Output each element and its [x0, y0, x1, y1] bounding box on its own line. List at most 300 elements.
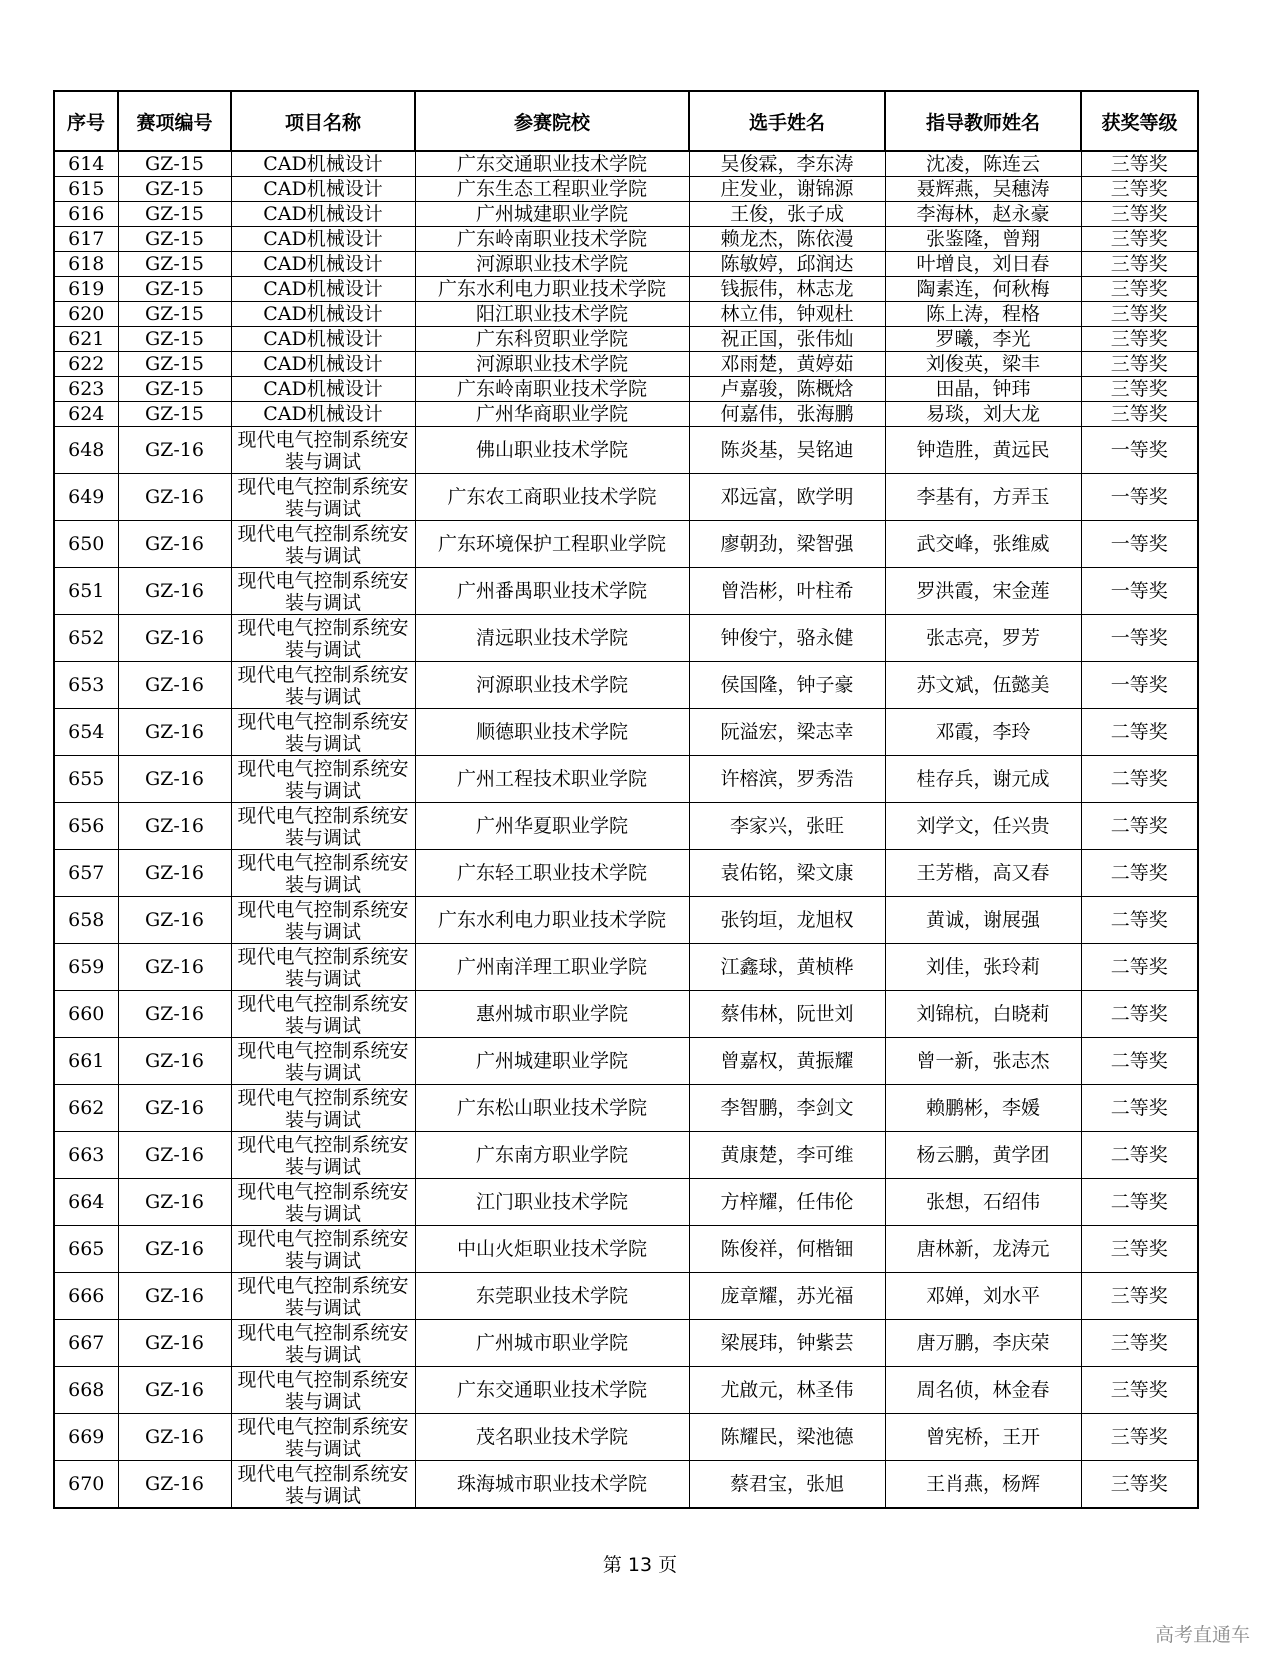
project-name-text: CAD机械设计 — [263, 403, 383, 425]
cell-award: 一等奖 — [1081, 521, 1198, 568]
cell-event-code: GZ-16 — [118, 850, 231, 897]
cell-seq: 665 — [54, 1226, 118, 1273]
project-name-text: 现代电气控制系统安装与调试 — [237, 992, 409, 1037]
table-row — [54, 202, 1198, 227]
cell-event-code: GZ-15 — [118, 227, 231, 252]
project-name-text: 现代电气控制系统安装与调试 — [237, 1227, 409, 1272]
cell-school: 广东水利电力职业技术学院 — [415, 277, 689, 302]
cell-award: 二等奖 — [1081, 1132, 1198, 1179]
cell-school: 茂名职业技术学院 — [415, 1414, 689, 1461]
cell-contestants: 蔡伟林，阮世刘 — [689, 991, 885, 1038]
cell-award: 一等奖 — [1081, 615, 1198, 662]
cell-project-name — [231, 756, 415, 803]
table-row — [54, 1085, 1198, 1132]
project-name-text: CAD机械设计 — [263, 278, 383, 300]
cell-seq: 616 — [54, 202, 118, 227]
cell-seq: 619 — [54, 277, 118, 302]
cell-project-name — [231, 944, 415, 991]
table-row — [54, 1320, 1198, 1367]
table-row — [54, 1367, 1198, 1414]
cell-school: 广州城建职业学院 — [415, 1038, 689, 1085]
cell-instructors: 唐万鹏，李庆荣 — [885, 1320, 1081, 1367]
cell-award: 三等奖 — [1081, 1273, 1198, 1320]
cell-contestants: 曾嘉权，黄振耀 — [689, 1038, 885, 1085]
cell-seq: 659 — [54, 944, 118, 991]
project-name-text: CAD机械设计 — [263, 253, 383, 275]
cell-contestants: 阮溢宏，梁志幸 — [689, 709, 885, 756]
cell-school: 江门职业技术学院 — [415, 1179, 689, 1226]
cell-school: 广州华商职业学院 — [415, 402, 689, 427]
project-name-text: 现代电气控制系统安装与调试 — [237, 945, 409, 990]
cell-instructors: 邓霞，李玲 — [885, 709, 1081, 756]
cell-contestants: 张钧垣，龙旭权 — [689, 897, 885, 944]
cell-school: 顺德职业技术学院 — [415, 709, 689, 756]
cell-award: 三等奖 — [1081, 1414, 1198, 1461]
cell-school: 广东水利电力职业技术学院 — [415, 897, 689, 944]
cell-contestants: 王俊，张子成 — [689, 202, 885, 227]
cell-project-name — [231, 1367, 415, 1414]
cell-contestants: 黄康楚，李可维 — [689, 1132, 885, 1179]
project-name-text: 现代电气控制系统安装与调试 — [237, 1039, 409, 1084]
cell-seq: 617 — [54, 227, 118, 252]
cell-seq: 650 — [54, 521, 118, 568]
project-name-text: 现代电气控制系统安装与调试 — [237, 475, 409, 520]
cell-project-name — [231, 662, 415, 709]
cell-contestants: 袁佑铭，梁文康 — [689, 850, 885, 897]
cell-school: 河源职业技术学院 — [415, 352, 689, 377]
table-row — [54, 1414, 1198, 1461]
cell-seq: 656 — [54, 803, 118, 850]
cell-event-code: GZ-15 — [118, 151, 231, 177]
cell-award: 二等奖 — [1081, 1085, 1198, 1132]
project-name-text: 现代电气控制系统安装与调试 — [237, 569, 409, 614]
cell-instructors: 周名侦，林金春 — [885, 1367, 1081, 1414]
cell-school: 广州华夏职业学院 — [415, 803, 689, 850]
cell-project-name — [231, 615, 415, 662]
cell-project-name — [231, 427, 415, 474]
cell-award: 三等奖 — [1081, 1226, 1198, 1273]
cell-contestants: 陈耀民，梁池德 — [689, 1414, 885, 1461]
cell-project-name — [231, 991, 415, 1038]
header-seq: 序号 — [54, 91, 118, 151]
cell-instructors: 杨云鹏，黄学团 — [885, 1132, 1081, 1179]
table-row — [54, 302, 1198, 327]
cell-event-code: GZ-15 — [118, 352, 231, 377]
cell-award: 三等奖 — [1081, 277, 1198, 302]
cell-event-code: GZ-16 — [118, 1273, 231, 1320]
cell-instructors: 刘俊英，梁丰 — [885, 352, 1081, 377]
cell-contestants: 吴俊霖，李东涛 — [689, 151, 885, 177]
cell-contestants: 陈俊祥，何楷钿 — [689, 1226, 885, 1273]
cell-school: 阳江职业技术学院 — [415, 302, 689, 327]
cell-event-code: GZ-16 — [118, 803, 231, 850]
cell-school: 广东松山职业技术学院 — [415, 1085, 689, 1132]
cell-seq: 669 — [54, 1414, 118, 1461]
project-name-text: 现代电气控制系统安装与调试 — [237, 1462, 409, 1507]
header-school: 参赛院校 — [415, 91, 689, 151]
cell-seq: 623 — [54, 377, 118, 402]
cell-school: 广州工程技术职业学院 — [415, 756, 689, 803]
project-name-text: CAD机械设计 — [263, 353, 383, 375]
cell-award: 三等奖 — [1081, 202, 1198, 227]
cell-school: 中山火炬职业技术学院 — [415, 1226, 689, 1273]
cell-award: 二等奖 — [1081, 850, 1198, 897]
cell-award: 一等奖 — [1081, 568, 1198, 615]
cell-school: 广州城建职业学院 — [415, 202, 689, 227]
cell-instructors: 王肖燕，杨辉 — [885, 1461, 1081, 1509]
cell-project-name — [231, 474, 415, 521]
project-name-text: 现代电气控制系统安装与调试 — [237, 1274, 409, 1319]
cell-award: 三等奖 — [1081, 1367, 1198, 1414]
cell-project-name — [231, 1132, 415, 1179]
cell-project-name — [231, 803, 415, 850]
header-award: 获奖等级 — [1081, 91, 1198, 151]
project-name-text: 现代电气控制系统安装与调试 — [237, 1415, 409, 1460]
cell-contestants: 许榕滨，罗秀浩 — [689, 756, 885, 803]
project-name-text: 现代电气控制系统安装与调试 — [237, 898, 409, 943]
cell-project-name — [231, 1226, 415, 1273]
cell-school: 广州南洋理工职业学院 — [415, 944, 689, 991]
cell-award: 二等奖 — [1081, 897, 1198, 944]
cell-event-code: GZ-15 — [118, 377, 231, 402]
cell-project-name — [231, 1085, 415, 1132]
table-row — [54, 897, 1198, 944]
project-name-text: 现代电气控制系统安装与调试 — [237, 616, 409, 661]
header-instructors: 指导教师姓名 — [885, 91, 1081, 151]
project-name-text: 现代电气控制系统安装与调试 — [237, 1368, 409, 1413]
cell-instructors: 聂辉燕，吴穗涛 — [885, 177, 1081, 202]
cell-seq: 668 — [54, 1367, 118, 1414]
cell-contestants: 庄发业，谢锦源 — [689, 177, 885, 202]
cell-instructors: 陈上涛，程格 — [885, 302, 1081, 327]
cell-school: 广东南方职业学院 — [415, 1132, 689, 1179]
cell-award: 三等奖 — [1081, 1320, 1198, 1367]
cell-project-name — [231, 252, 415, 277]
cell-event-code: GZ-16 — [118, 427, 231, 474]
cell-seq: 620 — [54, 302, 118, 327]
table-row — [54, 662, 1198, 709]
cell-event-code: GZ-16 — [118, 1132, 231, 1179]
table-row — [54, 402, 1198, 427]
cell-project-name — [231, 1179, 415, 1226]
project-name-text: 现代电气控制系统安装与调试 — [237, 851, 409, 896]
cell-event-code: GZ-15 — [118, 402, 231, 427]
cell-contestants: 邓雨楚，黄婷茹 — [689, 352, 885, 377]
cell-instructors: 唐林新，龙涛元 — [885, 1226, 1081, 1273]
cell-seq: 624 — [54, 402, 118, 427]
table-row — [54, 521, 1198, 568]
cell-school: 东莞职业技术学院 — [415, 1273, 689, 1320]
project-name-text: CAD机械设计 — [263, 303, 383, 325]
table-header-row — [54, 91, 1198, 151]
cell-instructors: 李基有，方弄玉 — [885, 474, 1081, 521]
cell-award: 三等奖 — [1081, 327, 1198, 352]
cell-school: 广州番禺职业技术学院 — [415, 568, 689, 615]
header-project-name: 项目名称 — [231, 91, 415, 151]
cell-seq: 651 — [54, 568, 118, 615]
cell-project-name — [231, 402, 415, 427]
cell-contestants: 陈敏婷，邱润达 — [689, 252, 885, 277]
cell-event-code: GZ-16 — [118, 756, 231, 803]
table-row — [54, 850, 1198, 897]
cell-event-code: GZ-16 — [118, 474, 231, 521]
project-name-text: 现代电气控制系统安装与调试 — [237, 710, 409, 755]
table-row — [54, 568, 1198, 615]
cell-award: 二等奖 — [1081, 1179, 1198, 1226]
table-row — [54, 1132, 1198, 1179]
cell-instructors: 李海林，赵永豪 — [885, 202, 1081, 227]
cell-event-code: GZ-16 — [118, 568, 231, 615]
cell-seq: 670 — [54, 1461, 118, 1509]
cell-instructors: 曾一新，张志杰 — [885, 1038, 1081, 1085]
table-row — [54, 327, 1198, 352]
project-name-text: CAD机械设计 — [263, 153, 383, 175]
table-row — [54, 1273, 1198, 1320]
cell-seq: 653 — [54, 662, 118, 709]
cell-contestants: 钟俊宁，骆永健 — [689, 615, 885, 662]
table-body — [54, 151, 1198, 1508]
cell-project-name — [231, 1461, 415, 1509]
project-name-text: 现代电气控制系统安装与调试 — [237, 1321, 409, 1366]
cell-contestants: 何嘉伟，张海鹏 — [689, 402, 885, 427]
table-row — [54, 991, 1198, 1038]
cell-school: 清远职业技术学院 — [415, 615, 689, 662]
cell-project-name — [231, 227, 415, 252]
cell-seq: 664 — [54, 1179, 118, 1226]
cell-seq: 661 — [54, 1038, 118, 1085]
project-name-text: 现代电气控制系统安装与调试 — [237, 522, 409, 567]
cell-award: 三等奖 — [1081, 177, 1198, 202]
cell-instructors: 张想，石绍伟 — [885, 1179, 1081, 1226]
cell-project-name — [231, 277, 415, 302]
table-row — [54, 377, 1198, 402]
cell-instructors: 沈凌，陈连云 — [885, 151, 1081, 177]
table-row — [54, 474, 1198, 521]
cell-seq: 663 — [54, 1132, 118, 1179]
cell-seq: 655 — [54, 756, 118, 803]
table-row — [54, 709, 1198, 756]
cell-contestants: 卢嘉骏，陈概焓 — [689, 377, 885, 402]
cell-award: 三等奖 — [1081, 151, 1198, 177]
cell-contestants: 侯国隆，钟子豪 — [689, 662, 885, 709]
cell-project-name — [231, 302, 415, 327]
cell-school: 河源职业技术学院 — [415, 252, 689, 277]
table-row — [54, 615, 1198, 662]
cell-event-code: GZ-16 — [118, 1367, 231, 1414]
cell-instructors: 王芳楷，高又春 — [885, 850, 1081, 897]
cell-school: 珠海城市职业技术学院 — [415, 1461, 689, 1509]
cell-contestants: 梁展玮，钟紫芸 — [689, 1320, 885, 1367]
cell-instructors: 武交峰，张维威 — [885, 521, 1081, 568]
cell-instructors: 陶素连，何秋梅 — [885, 277, 1081, 302]
cell-event-code: GZ-16 — [118, 991, 231, 1038]
cell-project-name — [231, 1038, 415, 1085]
cell-instructors: 叶增良，刘日春 — [885, 252, 1081, 277]
table-row — [54, 227, 1198, 252]
project-name-text: CAD机械设计 — [263, 328, 383, 350]
project-name-text: 现代电气控制系统安装与调试 — [237, 663, 409, 708]
cell-event-code: GZ-16 — [118, 1461, 231, 1509]
cell-instructors: 黄诚，谢展强 — [885, 897, 1081, 944]
cell-award: 三等奖 — [1081, 302, 1198, 327]
cell-school: 广东科贸职业学院 — [415, 327, 689, 352]
cell-instructors: 桂存兵，谢元成 — [885, 756, 1081, 803]
cell-contestants: 陈炎基，吴铭迪 — [689, 427, 885, 474]
cell-seq: 666 — [54, 1273, 118, 1320]
cell-award: 二等奖 — [1081, 991, 1198, 1038]
cell-school: 广东农工商职业技术学院 — [415, 474, 689, 521]
cell-project-name — [231, 1320, 415, 1367]
cell-school: 佛山职业技术学院 — [415, 427, 689, 474]
cell-seq: 622 — [54, 352, 118, 377]
project-name-text: 现代电气控制系统安装与调试 — [237, 1086, 409, 1131]
cell-project-name — [231, 1273, 415, 1320]
table-row — [54, 151, 1198, 177]
cell-award: 二等奖 — [1081, 1038, 1198, 1085]
cell-project-name — [231, 177, 415, 202]
cell-seq: 618 — [54, 252, 118, 277]
cell-event-code: GZ-16 — [118, 1179, 231, 1226]
cell-award: 一等奖 — [1081, 662, 1198, 709]
cell-event-code: GZ-15 — [118, 202, 231, 227]
project-name-text: CAD机械设计 — [263, 378, 383, 400]
cell-project-name — [231, 897, 415, 944]
cell-event-code: GZ-16 — [118, 662, 231, 709]
cell-instructors: 曾宪桥，王开 — [885, 1414, 1081, 1461]
cell-instructors: 易琰，刘大龙 — [885, 402, 1081, 427]
cell-school: 河源职业技术学院 — [415, 662, 689, 709]
cell-instructors: 张志亮，罗芳 — [885, 615, 1081, 662]
project-name-text: CAD机械设计 — [263, 228, 383, 250]
cell-seq: 657 — [54, 850, 118, 897]
cell-award: 一等奖 — [1081, 427, 1198, 474]
cell-event-code: GZ-15 — [118, 252, 231, 277]
cell-project-name — [231, 568, 415, 615]
watermark: 高考直通车 — [1154, 1624, 1250, 1646]
project-name-text: CAD机械设计 — [263, 203, 383, 225]
cell-contestants: 林立伟，钟观杜 — [689, 302, 885, 327]
project-name-text: 现代电气控制系统安装与调试 — [237, 804, 409, 849]
table-row — [54, 177, 1198, 202]
cell-event-code: GZ-16 — [118, 1226, 231, 1273]
cell-event-code: GZ-16 — [118, 1085, 231, 1132]
cell-project-name — [231, 151, 415, 177]
table-row — [54, 803, 1198, 850]
cell-award: 二等奖 — [1081, 709, 1198, 756]
table-row — [54, 1179, 1198, 1226]
cell-event-code: GZ-15 — [118, 302, 231, 327]
table-row — [54, 1226, 1198, 1273]
cell-award: 二等奖 — [1081, 803, 1198, 850]
results-table — [53, 90, 1199, 1509]
cell-instructors: 罗曦，李光 — [885, 327, 1081, 352]
cell-event-code: GZ-15 — [118, 277, 231, 302]
cell-event-code: GZ-16 — [118, 1414, 231, 1461]
project-name-text: CAD机械设计 — [263, 178, 383, 200]
cell-event-code: GZ-16 — [118, 944, 231, 991]
cell-contestants: 江鑫球，黄桢桦 — [689, 944, 885, 991]
cell-seq: 615 — [54, 177, 118, 202]
cell-contestants: 蔡君宝，张旭 — [689, 1461, 885, 1509]
cell-contestants: 方梓耀，任伟伦 — [689, 1179, 885, 1226]
cell-school: 广东生态工程职业学院 — [415, 177, 689, 202]
project-name-text: 现代电气控制系统安装与调试 — [237, 1133, 409, 1178]
cell-project-name — [231, 709, 415, 756]
header-event-code: 赛项编号 — [118, 91, 231, 151]
cell-award: 三等奖 — [1081, 377, 1198, 402]
cell-project-name — [231, 327, 415, 352]
cell-award: 三等奖 — [1081, 1461, 1198, 1509]
cell-award: 一等奖 — [1081, 474, 1198, 521]
cell-instructors: 刘佳，张玲莉 — [885, 944, 1081, 991]
table-row — [54, 1461, 1198, 1509]
cell-school: 广东环境保护工程职业学院 — [415, 521, 689, 568]
cell-event-code: GZ-16 — [118, 1038, 231, 1085]
cell-school: 广东轻工职业技术学院 — [415, 850, 689, 897]
cell-event-code: GZ-16 — [118, 521, 231, 568]
table-row — [54, 1038, 1198, 1085]
cell-contestants: 祝正国，张伟灿 — [689, 327, 885, 352]
cell-seq: 662 — [54, 1085, 118, 1132]
cell-award: 三等奖 — [1081, 252, 1198, 277]
cell-contestants: 尤啟元，林圣伟 — [689, 1367, 885, 1414]
cell-contestants: 李智鹏，李剑文 — [689, 1085, 885, 1132]
cell-project-name — [231, 377, 415, 402]
project-name-text: 现代电气控制系统安装与调试 — [237, 1180, 409, 1225]
cell-project-name — [231, 352, 415, 377]
table-row — [54, 352, 1198, 377]
cell-contestants: 钱振伟，林志龙 — [689, 277, 885, 302]
cell-seq: 621 — [54, 327, 118, 352]
cell-instructors: 苏文斌，伍懿美 — [885, 662, 1081, 709]
cell-school: 广州城市职业学院 — [415, 1320, 689, 1367]
cell-instructors: 田晶，钟玮 — [885, 377, 1081, 402]
cell-event-code: GZ-16 — [118, 897, 231, 944]
cell-instructors: 张鉴隆，曾翔 — [885, 227, 1081, 252]
cell-seq: 658 — [54, 897, 118, 944]
project-name-text: 现代电气控制系统安装与调试 — [237, 757, 409, 802]
cell-contestants: 邓远富，欧学明 — [689, 474, 885, 521]
cell-instructors: 钟造胜，黄远民 — [885, 427, 1081, 474]
cell-instructors: 罗洪霞，宋金莲 — [885, 568, 1081, 615]
cell-project-name — [231, 850, 415, 897]
cell-project-name — [231, 202, 415, 227]
page-number: 第 13 页 — [602, 1554, 678, 1576]
table-row — [54, 944, 1198, 991]
cell-contestants: 曾浩彬，叶柱希 — [689, 568, 885, 615]
cell-instructors: 刘锦杭，白晓莉 — [885, 991, 1081, 1038]
cell-award: 二等奖 — [1081, 756, 1198, 803]
cell-school: 广东交通职业技术学院 — [415, 1367, 689, 1414]
table-row — [54, 427, 1198, 474]
cell-instructors: 赖鹏彬，李媛 — [885, 1085, 1081, 1132]
cell-contestants: 庞章耀，苏光福 — [689, 1273, 885, 1320]
table-row — [54, 252, 1198, 277]
cell-school: 广东岭南职业技术学院 — [415, 227, 689, 252]
table-row — [54, 277, 1198, 302]
cell-seq: 614 — [54, 151, 118, 177]
cell-seq: 654 — [54, 709, 118, 756]
cell-instructors: 刘学文，任兴贵 — [885, 803, 1081, 850]
cell-project-name — [231, 1414, 415, 1461]
cell-award: 三等奖 — [1081, 227, 1198, 252]
cell-seq: 660 — [54, 991, 118, 1038]
cell-award: 三等奖 — [1081, 402, 1198, 427]
project-name-text: 现代电气控制系统安装与调试 — [237, 428, 409, 473]
cell-award: 三等奖 — [1081, 352, 1198, 377]
cell-contestants: 赖龙杰，陈依漫 — [689, 227, 885, 252]
cell-project-name — [231, 521, 415, 568]
